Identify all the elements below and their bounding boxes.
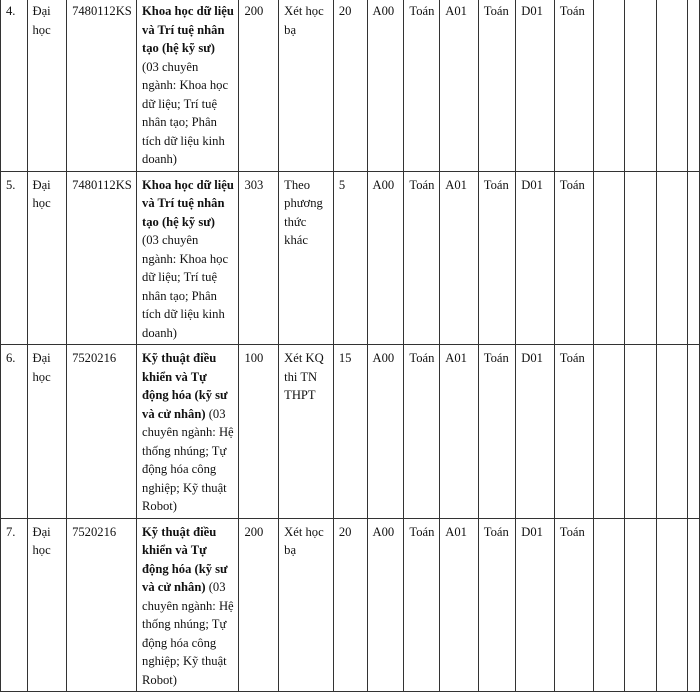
major-name-cell <box>137 0 239 171</box>
table-row <box>1 0 700 171</box>
empty-cell <box>593 0 624 171</box>
empty-cell <box>656 171 687 345</box>
combo2-code-cell: A01 <box>440 345 479 519</box>
combo2-code-cell: A01 <box>440 0 479 171</box>
stt-cell: 4. <box>1 0 28 171</box>
empty-cell <box>625 0 656 171</box>
combo2-subject-cell: Toán <box>478 0 515 171</box>
stt-cell: 7. <box>1 518 28 692</box>
major-specializations: (03 chuyên ngành: Khoa học dữ liệu; Trí tuệ nhân tạo; Phân tích dữ liệu kinh doanh) <box>142 233 229 340</box>
quota-cell: 100 <box>239 345 279 519</box>
admission-method-cell: Theo phương thức khác <box>279 171 334 345</box>
combo3-code-cell: D01 <box>516 345 555 519</box>
combo3-code-cell: D01 <box>516 518 555 692</box>
major-specializations: (03 chuyên ngành: Hệ thống nhúng; Tự động hóa công nghiệp; Kỹ thuật Robot) <box>142 580 234 687</box>
empty-cell <box>656 345 687 519</box>
table-body <box>1 0 700 692</box>
empty-cell <box>688 518 700 692</box>
major-name: Khoa học dữ liệu và Trí tuệ nhân tạo (hệ kỹ sư) <box>142 4 234 55</box>
empty-cell <box>625 518 656 692</box>
major-code-cell: 7480112KS <box>67 0 137 171</box>
major-code-cell: 7520216 <box>67 518 137 692</box>
level-cell: Đại học <box>27 0 67 171</box>
combo2-code-cell: A01 <box>440 518 479 692</box>
empty-cell <box>656 518 687 692</box>
combo2-code-cell: A01 <box>440 171 479 345</box>
level-cell: Đại học <box>27 345 67 519</box>
combo1-code-cell: A00 <box>367 518 404 692</box>
method-code-cell: 15 <box>333 345 367 519</box>
empty-cell <box>625 345 656 519</box>
combo1-code-cell: A00 <box>367 171 404 345</box>
empty-cell <box>688 171 700 345</box>
quota-cell: 200 <box>239 0 279 171</box>
combo3-code-cell: D01 <box>516 171 555 345</box>
major-code-cell: 7480112KS <box>67 171 137 345</box>
major-specializations: (03 chuyên ngành: Hệ thống nhúng; Tự động hóa công nghiệp; Kỹ thuật Robot) <box>142 406 234 513</box>
major-name-cell <box>137 171 239 345</box>
table-row <box>1 518 700 692</box>
major-specializations: (03 chuyên ngành: Khoa học dữ liệu; Trí tuệ nhân tạo; Phân tích dữ liệu kinh doanh) <box>142 59 229 166</box>
major-code-cell: 7520216 <box>67 345 137 519</box>
method-code-cell: 20 <box>333 0 367 171</box>
empty-cell <box>593 518 624 692</box>
combo1-subject-cell: Toán <box>404 518 440 692</box>
major-name-cell <box>137 345 239 519</box>
combo3-code-cell: D01 <box>516 0 555 171</box>
stt-cell: 6. <box>1 345 28 519</box>
empty-cell <box>625 171 656 345</box>
table-row <box>1 345 700 519</box>
table-row <box>1 171 700 345</box>
level-cell: Đại học <box>27 518 67 692</box>
combo1-code-cell: A00 <box>367 0 404 171</box>
combo2-subject-cell: Toán <box>478 518 515 692</box>
major-name: Kỹ thuật điều khiển và Tự động hóa (kỹ sư và cử nhân) <box>142 351 228 421</box>
method-code-cell: 20 <box>333 518 367 692</box>
level-cell: Đại học <box>27 171 67 345</box>
combo1-code-cell: A00 <box>367 345 404 519</box>
quota-cell: 303 <box>239 171 279 345</box>
admission-method-cell: Xét học bạ <box>279 0 334 171</box>
major-name-cell <box>137 518 239 692</box>
empty-cell <box>688 0 700 171</box>
empty-cell <box>656 0 687 171</box>
empty-cell <box>593 171 624 345</box>
combo1-subject-cell: Toán <box>404 171 440 345</box>
combo3-subject-cell: Toán <box>554 518 593 692</box>
major-name: Kỹ thuật điều khiển và Tự động hóa (kỹ sư và cử nhân) <box>142 524 228 594</box>
combo3-subject-cell: Toán <box>554 171 593 345</box>
admission-method-cell: Xét học bạ <box>279 518 334 692</box>
combo3-subject-cell: Toán <box>554 0 593 171</box>
major-name: Khoa học dữ liệu và Trí tuệ nhân tạo (hệ kỹ sư) <box>142 177 234 229</box>
combo1-subject-cell: Toán <box>404 345 440 519</box>
combo1-subject-cell: Toán <box>404 0 440 171</box>
method-code-cell: 5 <box>333 171 367 345</box>
combo3-subject-cell: Toán <box>554 345 593 519</box>
admission-method-cell: Xét KQ thi TN THPT <box>279 345 334 519</box>
combo2-subject-cell: Toán <box>478 171 515 345</box>
empty-cell <box>593 345 624 519</box>
combo2-subject-cell: Toán <box>478 345 515 519</box>
empty-cell <box>688 345 700 519</box>
quota-cell: 200 <box>239 518 279 692</box>
stt-cell: 5. <box>1 171 28 345</box>
